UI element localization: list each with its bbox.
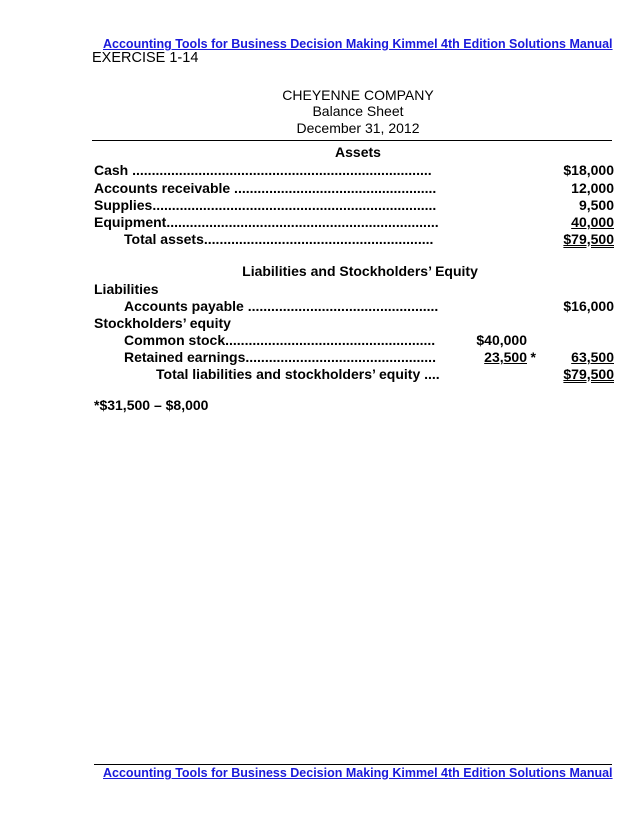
asset-row-cash <box>94 162 614 180</box>
footer-link[interactable]: Accounting Tools for Business Decision Making Kimmel 4th Edition Solutions Manual <box>103 766 613 780</box>
asset-row-supplies <box>94 197 614 215</box>
asset-label: Cash ............................................................................. <box>94 162 432 178</box>
liabilities-label: Liabilities <box>94 281 159 297</box>
footnote-text: *$31,500 – $8,000 <box>94 397 209 413</box>
total-assets-amount: $79,500 <box>563 231 614 247</box>
common-stock-label: Common stock...................................................... <box>124 332 436 348</box>
header-link[interactable]: Accounting Tools for Business Decision Making Kimmel 4th Edition Solutions Manual <box>103 37 613 51</box>
asset-amount: $18,000 <box>563 162 614 178</box>
accounts-payable-label: Accounts payable ................................................. <box>124 298 439 314</box>
statement-date: December 31, 2012 <box>296 120 420 136</box>
statement-name: Balance Sheet <box>312 103 404 119</box>
total-liabilities-equity-amount: $79,500 <box>563 366 614 382</box>
asset-row-receivable <box>94 180 614 198</box>
company-name: CHEYENNE COMPANY <box>282 87 434 103</box>
asset-amount: 12,000 <box>571 180 614 196</box>
liabilities-label-row <box>94 281 614 299</box>
total-liabilities-equity-label: Total liabilities and stockholders’ equity .... <box>156 366 440 382</box>
footnote-marker: * <box>530 349 536 365</box>
common-stock-row <box>94 332 614 350</box>
equity-label: Stockholders’ equity <box>94 315 231 331</box>
total-assets-label: Total assets........................................................... <box>124 231 434 247</box>
footer-rule <box>94 764 612 765</box>
asset-amount: 40,000 <box>571 214 614 230</box>
retained-earnings-row <box>94 349 614 367</box>
common-stock-amount: $40,000 <box>476 332 527 348</box>
asset-row-equipment <box>94 214 614 232</box>
heading-rule <box>92 140 612 141</box>
footnote-row <box>94 397 614 415</box>
equity-label-row <box>94 315 614 333</box>
total-liabilities-equity-row <box>94 366 614 384</box>
asset-amount: 9,500 <box>578 197 614 213</box>
assets-heading: Assets <box>335 144 381 160</box>
retained-earnings-label: Retained earnings................................................. <box>124 349 436 365</box>
retained-earnings-amount-cell <box>484 349 536 365</box>
accounts-payable-amount: $16,000 <box>563 298 614 314</box>
retained-earnings-amount: 23,500 <box>484 349 527 365</box>
asset-label: Supplies......................................................................... <box>94 197 437 213</box>
asset-label: Accounts receivable .................................................... <box>94 180 437 196</box>
exercise-title: EXERCISE 1-14 <box>92 50 199 66</box>
liabilities-equity-heading: Liabilities and Stockholders’ Equity <box>242 263 478 279</box>
asset-label: Equipment...................................................................... <box>94 214 439 230</box>
equity-subtotal: 63,500 <box>571 349 614 365</box>
total-assets-row <box>94 231 614 249</box>
accounts-payable-row <box>94 298 614 316</box>
